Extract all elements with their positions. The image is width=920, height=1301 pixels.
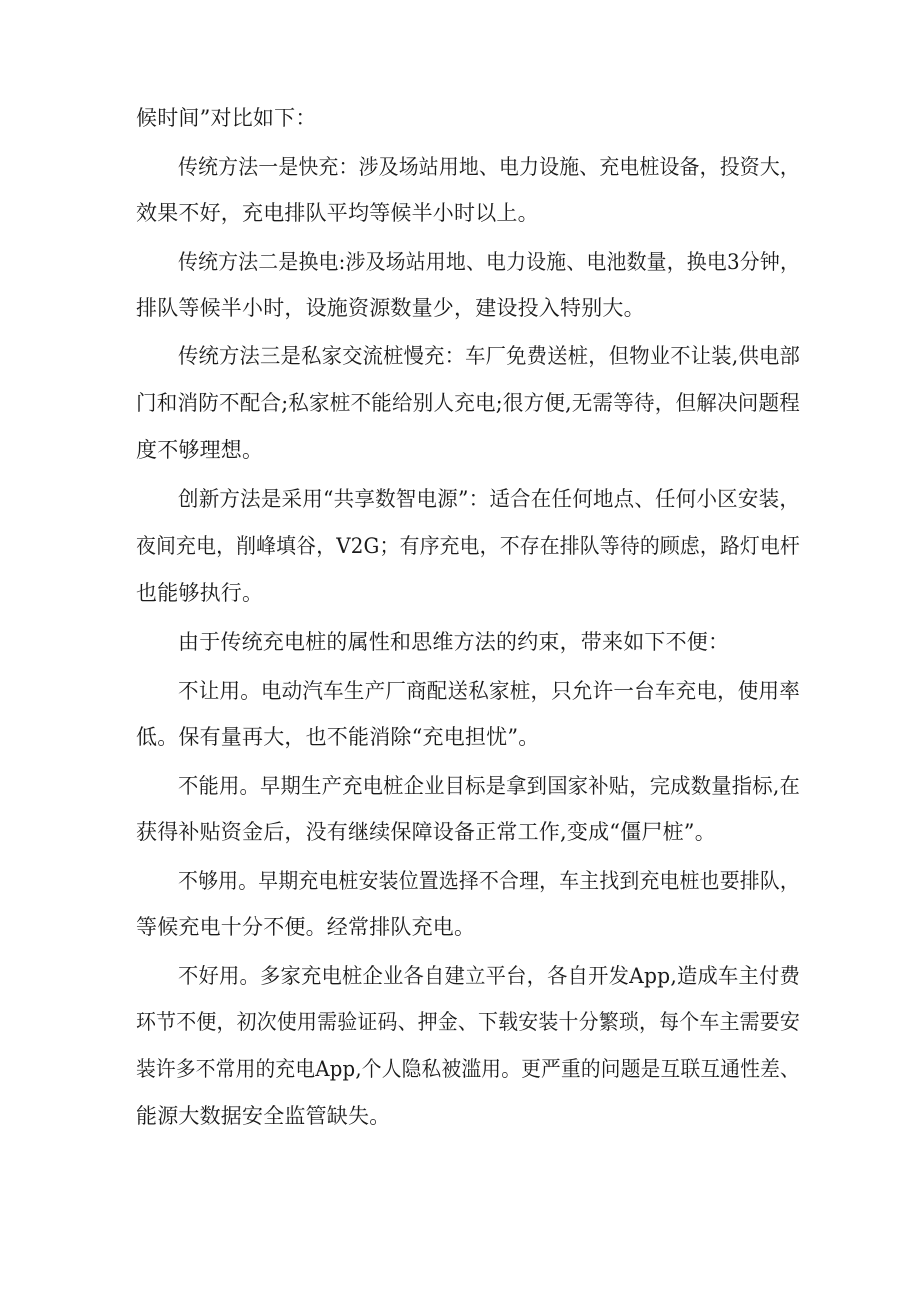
text-line (0, 630, 920, 654)
line-text: 由于传统充电桩的属性和思维方法的约束，带来如下不便： (178, 630, 730, 654)
text-line (0, 201, 920, 225)
text-line (0, 534, 920, 558)
text-line (0, 1010, 920, 1034)
text-line (0, 1057, 920, 1081)
line-text: 创新方法是采用“共享数智电源”：适合在任何地点、任何小区安装， (178, 487, 801, 511)
line-text: 低。保有量再大，也不能消除“充电担忧”。 (136, 725, 540, 749)
text-line (0, 774, 920, 798)
line-text: 不让用。电动汽车生产厂商配送私家桩，只允许一台车充电，使用率 (178, 679, 801, 703)
text-line (0, 106, 920, 130)
line-text: 排队等候半小时，设施资源数量少，建设投入特别大。 (136, 296, 645, 320)
line-text: 不够用。早期充电桩安装位置选择不合理，车主找到充电桩也要排队， (178, 869, 800, 893)
text-line (0, 915, 920, 939)
line-text: 能源大数据安全监管缺失。 (136, 1104, 391, 1128)
line-text: 门和消防不配合;私家桩不能给别人充电;很方便,无需等待，但解决问题程 (136, 391, 800, 415)
text-line (0, 391, 920, 415)
text-line (0, 581, 920, 605)
text-line (0, 679, 920, 703)
line-text: 传统方法三是私家交流桩慢充：车厂免费送桩，但物业不让装,供电部 (178, 344, 800, 368)
line-text: 传统方法一是快充：涉及场站用地、电力设施、充电桩设备，投资大， (178, 155, 800, 179)
text-line (0, 296, 920, 320)
text-line (0, 725, 920, 749)
line-text: 夜间充电，削峰填谷，V2G；有序充电，不存在排队等待的顾虑，路灯电杆 (136, 534, 801, 558)
line-text: 效果不好，充电排队平均等候半小时以上。 (136, 201, 539, 225)
line-text: 不能用。早期生产充电桩企业目标是拿到国家补贴，完成数量指标,在 (178, 774, 800, 798)
text-line (0, 250, 920, 274)
text-line (0, 155, 920, 179)
line-text: 等候充电十分不便。经常排队充电。 (136, 915, 476, 939)
line-text: 环节不便，初次使用需验证码、押金、下载安装十分繁琐，每个车主需要安 (136, 1010, 800, 1034)
line-text: 传统方法二是换电:涉及场站用地、电力设施、电池数量，换电3分钟， (178, 250, 801, 274)
text-line (0, 869, 920, 893)
text-line (0, 820, 920, 844)
line-text: 度不够理想。 (136, 438, 264, 462)
text-line (0, 438, 920, 462)
line-text: 不好用。多家充电桩企业各自建立平台，各自开发App,造成车主付费 (178, 964, 801, 988)
text-line (0, 964, 920, 988)
line-text: 也能够执行。 (136, 581, 264, 605)
text-line (0, 1104, 920, 1128)
text-line (0, 487, 920, 511)
line-text: 获得补贴资金后，没有继续保障设备正常工作,变成“僵尸桩”。 (136, 820, 716, 844)
line-text: 候时间”对比如下： (136, 106, 317, 130)
line-text: 装许多不常用的充电App,个人隐私被滥用。更严重的问题是互联互通性差、 (136, 1057, 800, 1081)
text-line (0, 344, 920, 368)
